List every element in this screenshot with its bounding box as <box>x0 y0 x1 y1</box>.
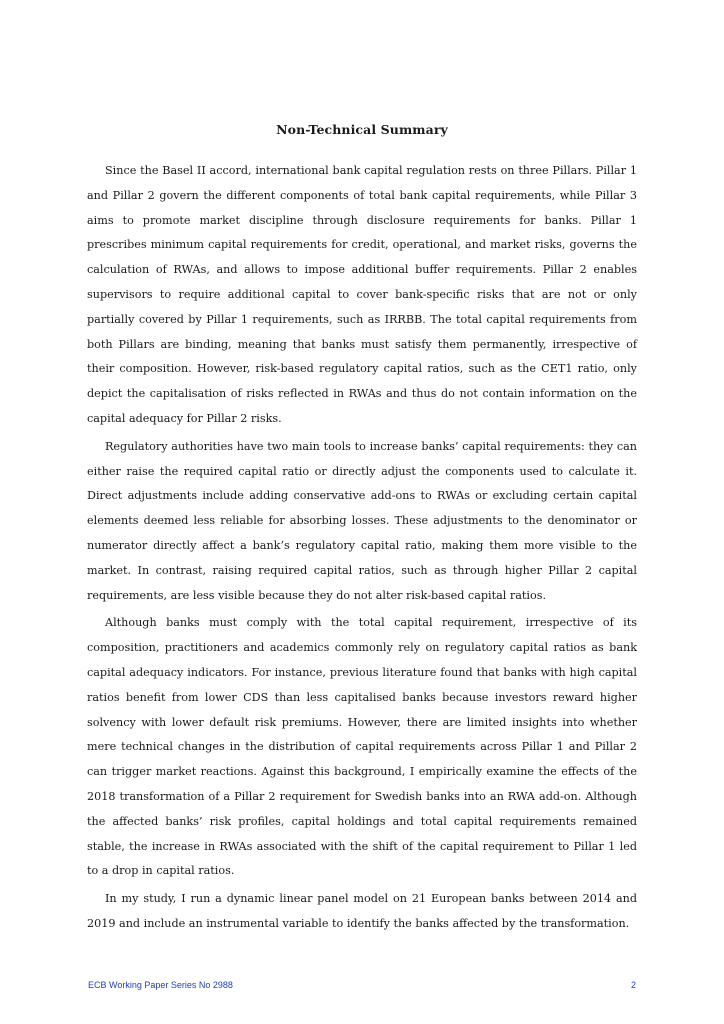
footer-page-number: 2 <box>631 980 637 990</box>
paragraph-2: Regulatory authorities have two main tools to increase banks’ capital requirements: they can either raise the required capital ratio or directly adjust the components used to calculate it. Direct adjustments include adding conservative add-ons to RWAs or excluding certain capital elements deemed less reliable for absorbing losses. These adjustments to the denominator or numerator directly affect a bank’s regulatory capital ratio, making them more visible to the market. In contrast, raising required capital ratios, such as through higher Pillar 2 capital requirements, are less visible because they do not alter risk-based capital ratios. <box>87 439 637 602</box>
summary-body <box>87 159 637 940</box>
paragraph-3: Although banks must comply with the total capital requirement, irrespective of its composition, practitioners and academics commonly rely on regulatory capital ratios as bank capital adequacy indicators. For instance, previous literature found that banks with high capital ratios benefit from lower CDS than less capitalised banks because investors reward higher solvency with lower default risk premiums. However, there are limited insights into whether mere technical changes in the distribution of capital requirements across Pillar 1 and Pillar 2 can trigger market reactions. Against this background, I empirically examine the effects of the 2018 transformation of a Pillar 2 requirement for Swedish banks into an RWA add-on. Although the affected banks’ risk profiles, capital holdings and total capital requirements remained stable, the increase in RWAs associated with the shift of the capital requirement to Pillar 1 led to a drop in capital ratios. <box>87 616 637 878</box>
paragraph-1: Since the Basel II accord, international bank capital regulation rests on three Pillars. Pillar 1 and Pillar 2 govern the different components of total bank capital requirements, while Pillar 3 aims to promote market discipline through disclosure requirements for banks. Pillar 1 prescribes minimum capital requirements for credit, operational, and market risks, governs the calculation of RWAs, and allows to impose additional buffer requirements. Pillar 2 enables supervisors to require additional capital to cover bank-specific risks that are not or only partially covered by Pillar 1 requirements, such as IRRBB. The total capital requirements from both Pillars are binding, meaning that banks must satisfy them permanently, irrespective of their composition. However, risk-based regulatory capital ratios, such as the CET1 ratio, only depict the capitalisation of risks reflected in RWAs and thus do not contain information on the capital adequacy for Pillar 2 risks. <box>87 164 637 425</box>
paragraph-4: In my study, I run a dynamic linear panel model on 21 European banks between 2014 and 2019 and include an instrumental variable to identify the banks affected by the transformation. <box>87 892 637 930</box>
page-title: Non-Technical Summary <box>276 122 448 137</box>
footer-series-link[interactable]: ECB Working Paper Series No 2988 <box>88 980 233 990</box>
